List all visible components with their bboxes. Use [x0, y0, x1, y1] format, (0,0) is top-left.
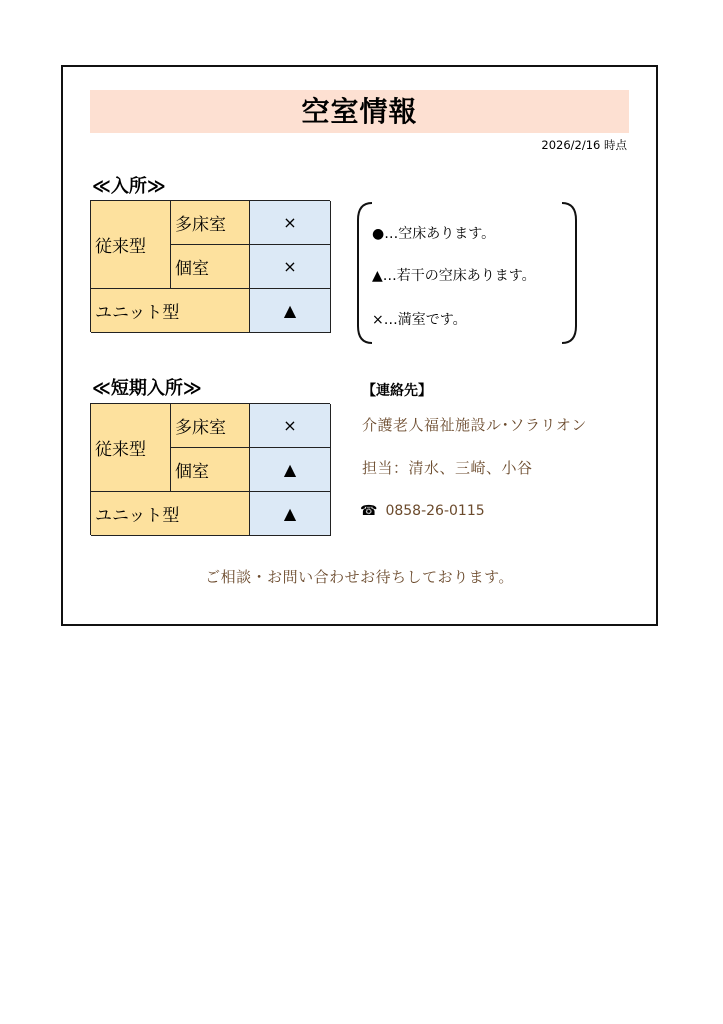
short-stay-row-label: 多床室: [171, 404, 250, 448]
admission-row-label: 多床室: [171, 201, 250, 245]
admission-unit-label: ユニット型: [91, 289, 250, 333]
admission-table: [90, 200, 330, 332]
short-stay-type-label: 従来型: [91, 404, 171, 492]
admission-type-label: 従来型: [91, 201, 171, 289]
admission-status: ×: [250, 201, 331, 245]
short-stay-unit-label: ユニット型: [91, 492, 250, 536]
page-title: 空室情報: [301, 95, 418, 128]
short-stay-status: ×: [250, 404, 331, 448]
short-stay-status: ▲: [250, 492, 331, 536]
phone-icon: ☎: [360, 503, 378, 519]
phone-line: [360, 501, 485, 521]
as-of-date: 2026/2/16 時点: [541, 138, 627, 152]
staff-names: 担当：清水、三崎、小谷: [362, 459, 533, 477]
contact-heading: 【連絡先】: [362, 383, 432, 399]
short-stay-status: ▲: [250, 448, 331, 492]
short-stay-row-label: 個室: [171, 448, 250, 492]
legend-item-few: ▲…若干の空床あります。: [372, 268, 536, 284]
facility-name: 介護老人福祉施設ル･ソラリオン: [362, 416, 587, 434]
admission-row-label: 個室: [171, 245, 250, 289]
short-stay-table: [90, 403, 330, 535]
phone-number: 0858-26-0115: [385, 503, 485, 519]
legend-item-full: ×…満室です。: [372, 312, 467, 328]
admission-status: ▲: [250, 289, 331, 333]
footer-message: ご相談・お問い合わせお待ちしております。: [205, 568, 514, 586]
short-stay-heading: ≪短期入所≫: [92, 378, 202, 399]
legend-item-available: ●…空床あります。: [372, 226, 496, 242]
admission-heading: ≪入所≫: [92, 176, 166, 197]
admission-status: ×: [250, 245, 331, 289]
